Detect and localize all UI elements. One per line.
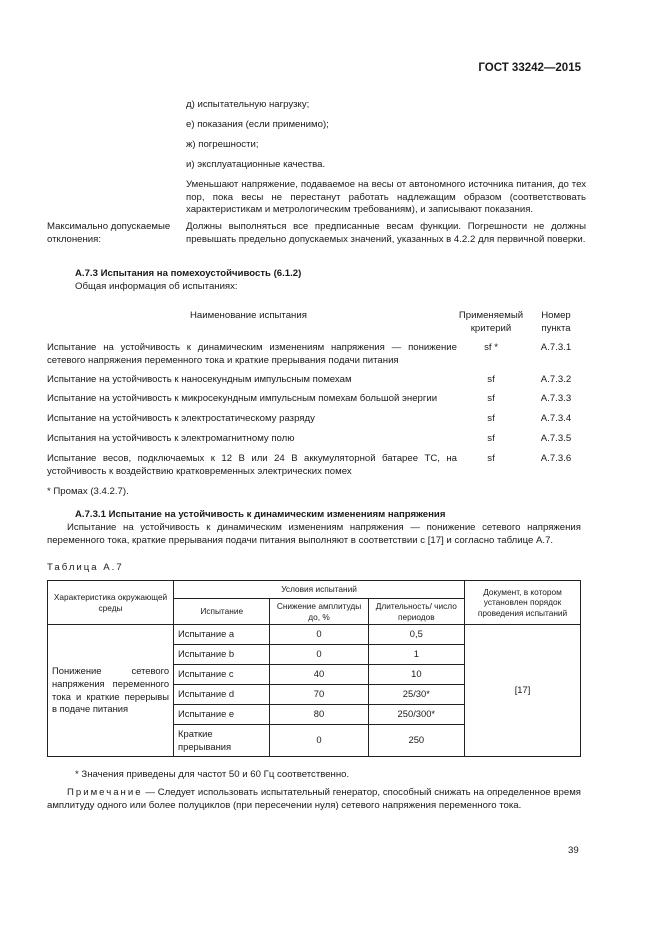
- table-caption: Таблица А.7: [47, 562, 124, 573]
- reduction-cell: 0: [270, 645, 368, 665]
- list-item: и) эксплуатационные качества.: [186, 159, 326, 170]
- test-cell: Испытание b: [174, 645, 270, 665]
- note-text: — Следует использовать испытательный генератор, способный снижать на определенное время амплитуду одного или более полуциклов (при пересечении нуля) сетевого напряжения переменного тока.: [47, 787, 581, 811]
- reduction-cell: 0: [270, 625, 368, 645]
- header-conditions: Условия испытаний: [174, 581, 465, 599]
- test-list-number: А.7.3.2: [540, 374, 572, 385]
- list-item: ж) погрешности;: [186, 139, 259, 150]
- reduction-cell: 40: [270, 665, 368, 685]
- test-list-criterion: sf *: [484, 342, 498, 353]
- reduction-cell: 70: [270, 685, 368, 705]
- page-number: 39: [568, 845, 579, 856]
- header-document: Документ, в котором установлен порядок проведения испытаний: [465, 581, 581, 625]
- test-list-header-number: Номер пункта: [541, 310, 571, 334]
- test-list-name: Испытание весов, подключаемых к 12 В или 24 В аккумуляторной батарее ТС, на устойчивость к воздействию кратковременных электрических помех: [47, 453, 457, 477]
- table-footnote: * Значения приведены для частот 50 и 60 Гц соответственно.: [75, 769, 350, 780]
- conditions-table: [47, 580, 581, 757]
- test-list-name: Испытание на устойчивость к электростатическому разряду: [47, 413, 315, 424]
- note-label: Примечание: [67, 787, 143, 798]
- test-list-criterion: sf: [487, 413, 495, 424]
- duration-cell: 10: [368, 665, 464, 685]
- header-environment: Характеристика окружающей среды: [48, 581, 174, 625]
- subsection-title: А.7.3.1 Испытание на устойчивость к динамическим изменениям напряжения: [75, 509, 446, 520]
- max-deviation-text: Должны выполняться все предписанные весам функции. Погрешности не должны превышать предельно допускаемых значений, указанных в 4.2.2 для первичной поверки.: [186, 221, 586, 245]
- header-test: Испытание: [174, 599, 270, 625]
- test-cell: Краткие прерывания: [174, 725, 270, 757]
- duration-cell: 25/30*: [368, 685, 464, 705]
- test-cell: Испытание e: [174, 705, 270, 725]
- section-subtitle: Общая информация об испытаниях:: [75, 281, 238, 292]
- test-list-criterion: sf: [487, 453, 495, 464]
- test-list-name: Испытание на устойчивость к наносекундным импульсным помехам: [47, 374, 352, 385]
- test-cell: Испытание d: [174, 685, 270, 705]
- test-list-criterion: sf: [487, 393, 495, 404]
- document-cell: [17]: [465, 625, 581, 757]
- duration-cell: 250/300*: [368, 705, 464, 725]
- duration-cell: 0,5: [368, 625, 464, 645]
- test-list-criterion: sf: [487, 374, 495, 385]
- list-item: е) показания (если применимо);: [186, 119, 329, 130]
- test-list-number: А.7.3.4: [540, 413, 572, 424]
- note: [47, 787, 581, 812]
- max-deviation-label: Максимально допускаемые отклонения:: [47, 221, 171, 245]
- test-list-header-name: Наименование испытания: [190, 310, 307, 321]
- header-duration: Длительность/ число периодов: [368, 599, 464, 625]
- reduction-cell: 80: [270, 705, 368, 725]
- environment-cell: Понижение сетевого напряжения переменного тока и краткие перерывы в подаче питания: [48, 625, 174, 757]
- header-reduction: Снижение амплитуды до, %: [270, 599, 368, 625]
- test-list-name: Испытание на устойчивость к динамическим изменениям напряжения — понижение сетевого напряжения переменного тока и краткие прерывания подачи питания: [47, 342, 457, 366]
- test-list-number: А.7.3.6: [540, 453, 572, 464]
- reduction-cell: 0: [270, 725, 368, 757]
- test-list-number: А.7.3.3: [540, 393, 572, 404]
- duration-cell: 1: [368, 645, 464, 665]
- section-title: А.7.3 Испытания на помехоустойчивость (6.1.2): [75, 268, 302, 279]
- test-list-header-criterion: Применяемый критерий: [458, 310, 524, 334]
- test-cell: Испытание c: [174, 665, 270, 685]
- test-list-criterion: sf: [487, 433, 495, 444]
- list-item: д) испытательную нагрузку;: [186, 99, 310, 110]
- test-cell: Испытание a: [174, 625, 270, 645]
- duration-cell: 250: [368, 725, 464, 757]
- document-header: ГОСТ 33242—2015: [478, 62, 581, 74]
- procedure-text: Уменьшают напряжение, подаваемое на весы от автономного источника питания, до тех пор, пока весы не перестанут работать надлежащим образом (соответствовать характеристикам и метрологическим требованиям), и записывают показания.: [186, 179, 586, 216]
- test-list-number: А.7.3.1: [540, 342, 572, 353]
- test-list-footnote: * Промах (3.4.2.7).: [47, 486, 129, 497]
- test-list-name: Испытание на устойчивость к микросекундным импульсным помехам большой энергии: [47, 393, 438, 404]
- test-list-name: Испытания на устойчивость к электромагнитному полю: [47, 433, 295, 444]
- subsection-text: Испытание на устойчивость к динамическим изменениям напряжения — понижение сетевого напряжения переменного тока, краткие прерывания подачи питания выполняют в соответствии с [17] и согласно таблице А.7.: [47, 522, 581, 546]
- test-list-number: А.7.3.5: [540, 433, 572, 444]
